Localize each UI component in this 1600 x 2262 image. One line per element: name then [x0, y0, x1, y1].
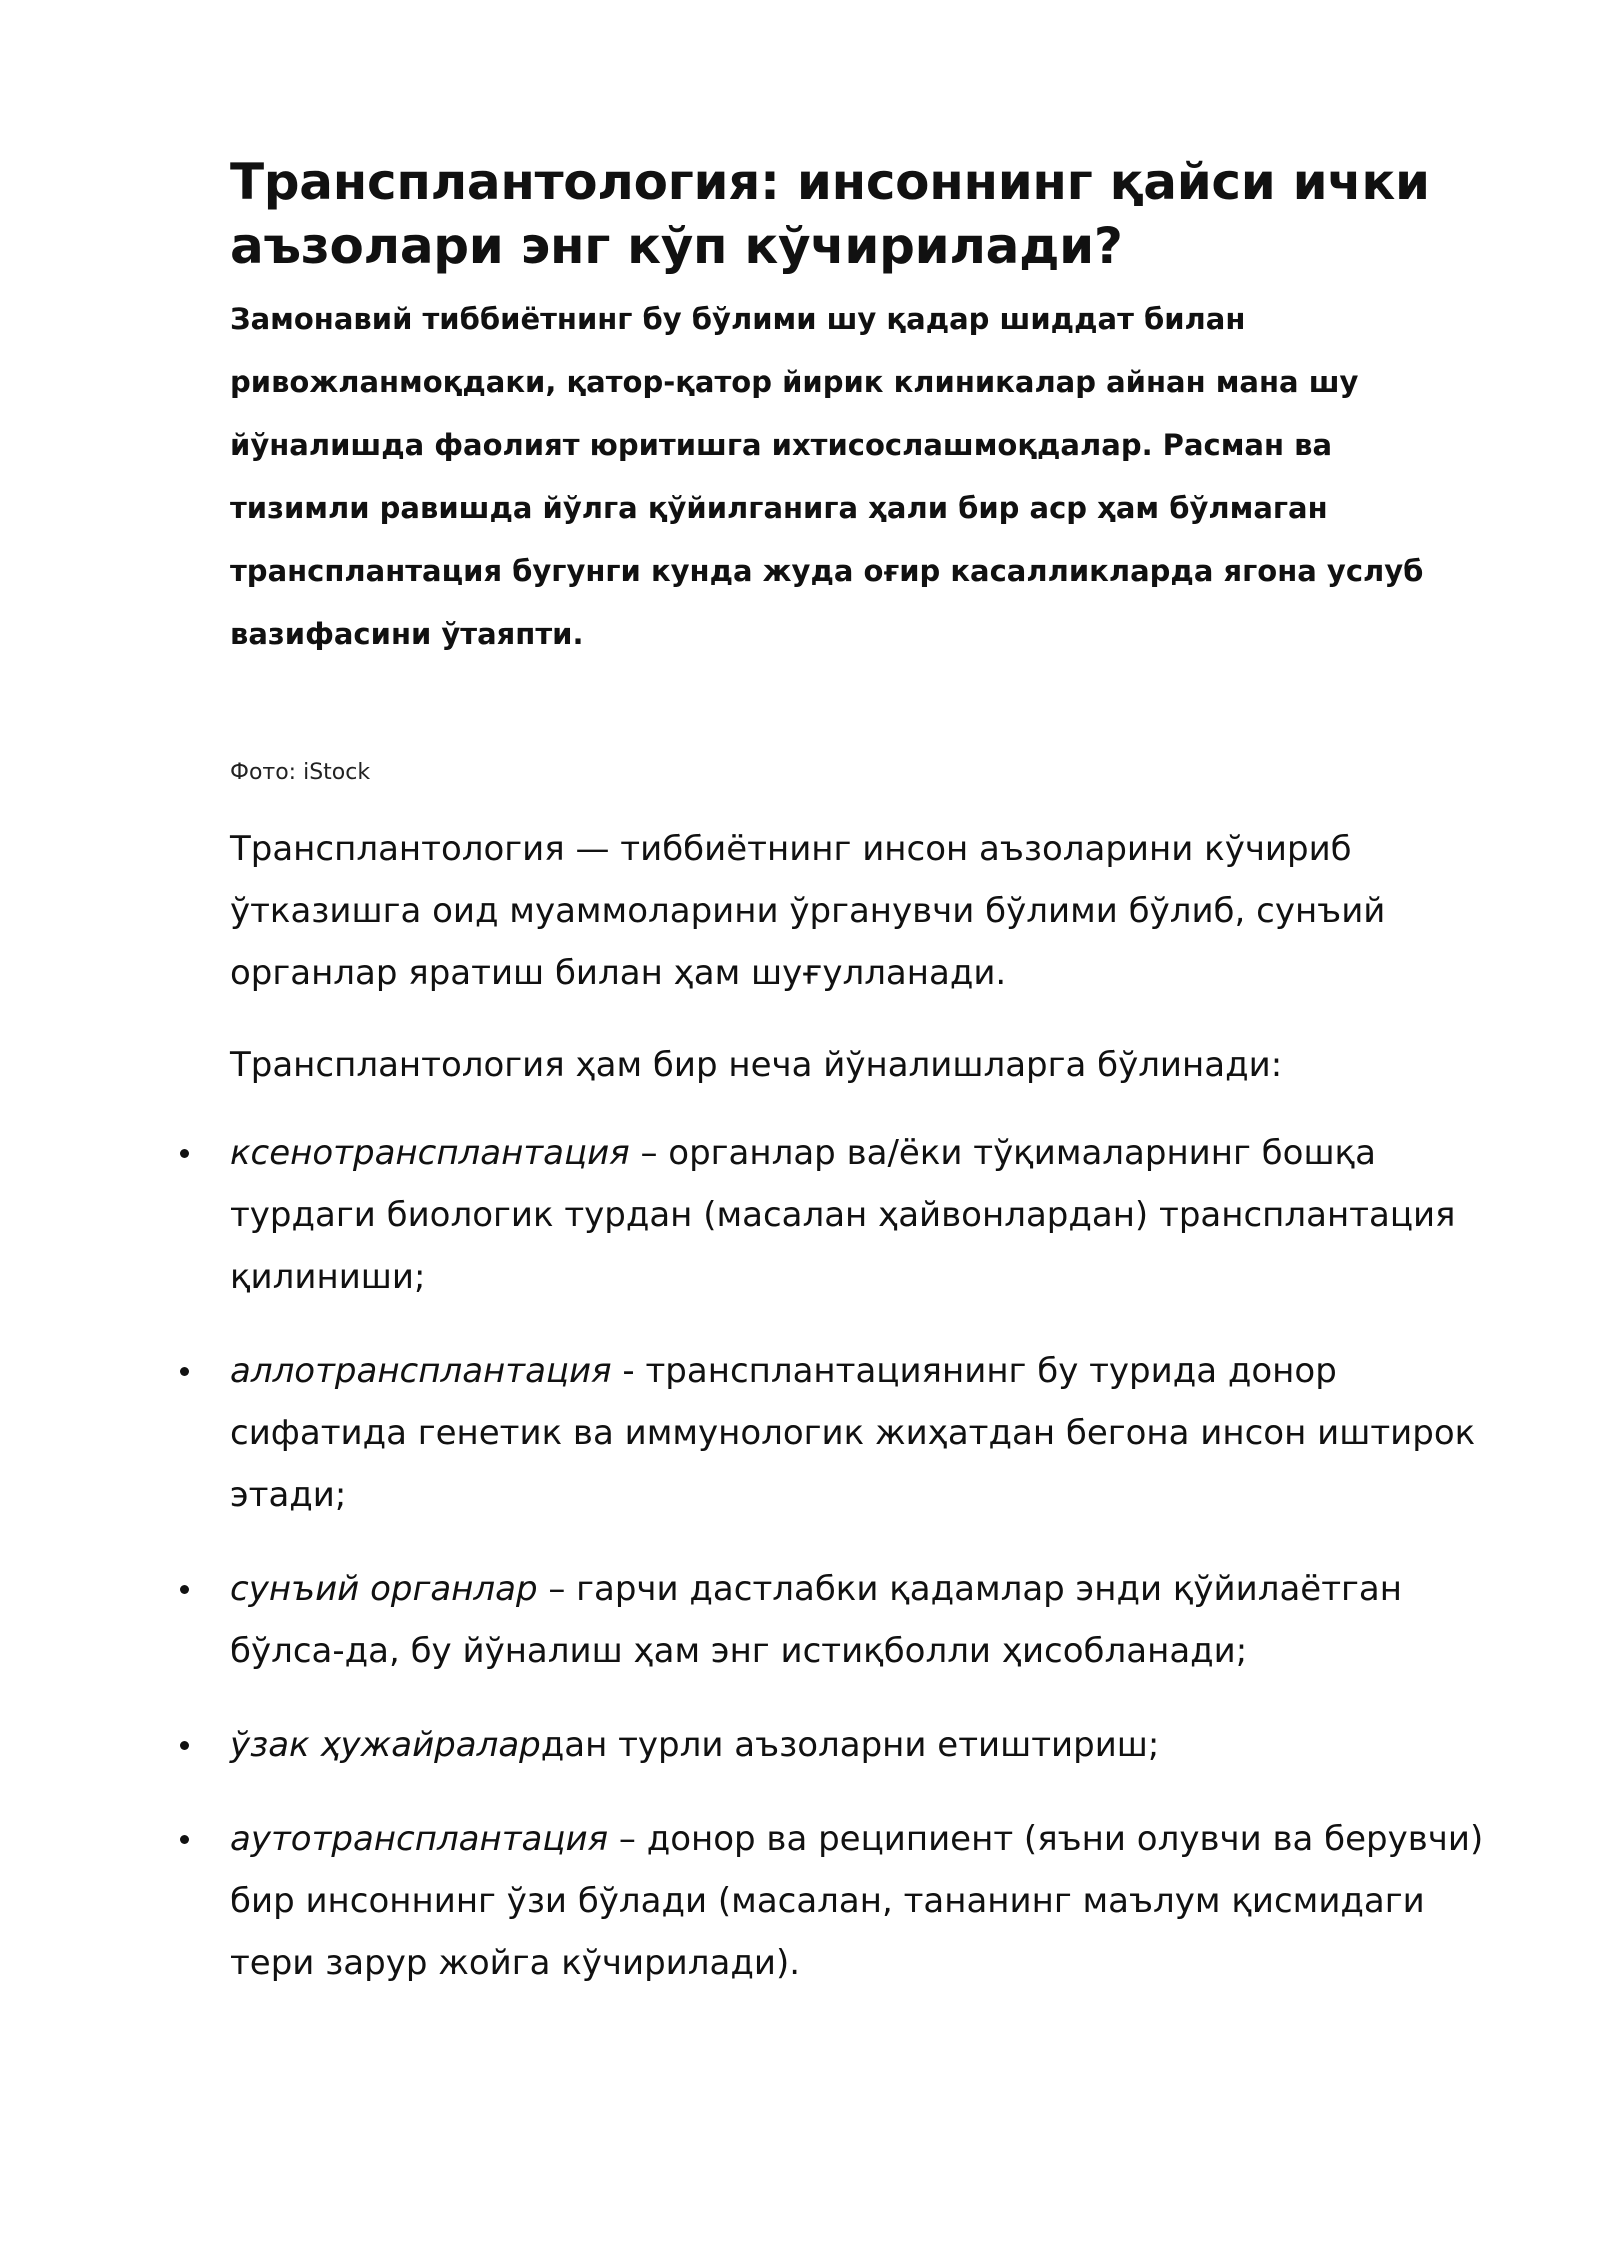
- list-item-text: – органлар ва/ёки тўқималарнинг бошқа турдаги биологик турдан (масалан ҳайвонлардан) трансплантация қилиниши;: [230, 1133, 1456, 1297]
- article-title: Трансплантология: инсоннинг қайси ички аъзолари энг кўп кўчирилади?: [230, 153, 1430, 275]
- article-lead: Замонавий тиббиётнинг бу бўлими шу қадар шиддат билан ривожланмоқдаки, қатор-қатор йирик клиникалар айнан мана шу йўналишда фаолият юритишга ихтисослашмоқдалар. Расман ва тизимли равишда йўлга қўйилганига ҳали бир аср ҳам бўлмаган трансплантация бугунги кунда жуда оғир касалликларда ягона услуб вазифасини ўтаяпти.: [230, 302, 1424, 651]
- list-item-text: дан турли аъзоларни етиштириш;: [540, 1725, 1160, 1765]
- list-item-text: – донор ва реципиент (яъни олувчи ва берувчи) бир инсоннинг ўзи бўлади (масалан, тананинг маълум қисмидаги тери зарур жойга кўчирилади).: [230, 1819, 1484, 1983]
- directions-paragraph: Трансплантология ҳам бир неча йўналишларга бўлинади:: [230, 1045, 1283, 1085]
- photo-credit: Фото: iStock: [230, 760, 371, 785]
- list-item: [230, 1340, 1490, 1526]
- list-item-term: ўзак ҳужайралар: [230, 1725, 541, 1765]
- intro-paragraph: Трансплантология — тиббиётнинг инсон аъзоларини кўчириб ўтказишга оид муаммоларини ўрганувчи бўлими бўлиб, сунъий органлар яратиш билан ҳам шуғулланади.: [230, 829, 1386, 993]
- directions-list: [230, 1122, 1490, 1994]
- list-item: [230, 1808, 1490, 1994]
- article: [230, 150, 1490, 2026]
- list-item: [230, 1558, 1490, 1682]
- list-item-text: - трансплантациянинг бу турида донор сифатида генетик ва иммунологик жиҳатдан бегона инсон иштирок этади;: [230, 1351, 1476, 1515]
- bullet-icon: [180, 1835, 189, 1844]
- list-item: [230, 1714, 1490, 1776]
- list-item: [230, 1122, 1490, 1308]
- bullet-icon: [180, 1367, 189, 1376]
- list-item-text: – гарчи дастлабки қадамлар энди қўйилаётган бўлса-да, бу йўналиш ҳам энг истиқболли ҳисобланади;: [230, 1569, 1402, 1671]
- list-item-term: аллотрансплантация: [230, 1351, 612, 1391]
- bullet-icon: [180, 1585, 189, 1594]
- bullet-icon: [180, 1149, 189, 1158]
- bullet-icon: [180, 1741, 189, 1750]
- list-item-term: сунъий органлар: [230, 1569, 538, 1609]
- list-item-term: аутотрансплантация: [230, 1819, 609, 1859]
- list-item-term: ксенотрансплантация: [230, 1133, 630, 1173]
